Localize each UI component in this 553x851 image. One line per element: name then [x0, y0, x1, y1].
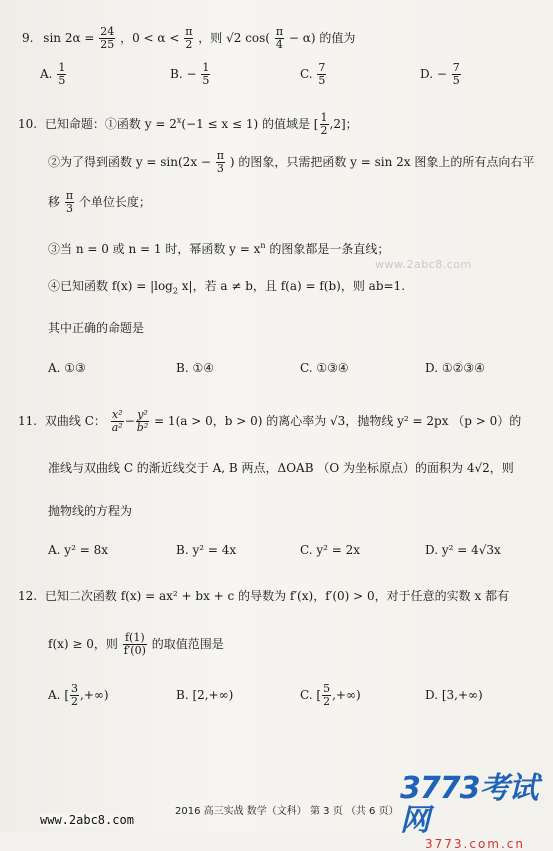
q10-line-2: ②为了得到函数 y = sin(2x − $\frac{\pi}{3}$ ) 的图象，只需把函数 y = sin 2x 图象上的所有点向右平: [48, 149, 535, 175]
q11-option-c: C. y² = 2x: [300, 543, 361, 557]
q10-line-3: 移 $\frac{\pi}{3}$ 个单位长度；: [48, 189, 151, 215]
q12-option-d: D. [3,+∞): [425, 688, 483, 702]
q10-line-4: ③当 n = 0 或 n = 1 时，幂函数 $y = x^n$ 的图象都是一条直线；: [48, 241, 390, 256]
q11-line-2: 准线与双曲线 C 的渐近线交于 A, B 两点，ΔOAB （O 为坐标原点）的面积为 4√2，则: [48, 461, 514, 475]
q12-option-a: A. [ $\frac{3}{2}$ ,+∞): [48, 682, 109, 708]
q9-option-a: A. $\frac{1}{5}$: [40, 61, 66, 87]
q11-option-d: D. y² = 4√3x: [425, 543, 501, 557]
q9-option-c: C. $\frac{7}{5}$: [300, 61, 326, 87]
q9-option-b: B. − $\frac{1}{5}$: [170, 61, 210, 87]
site-logo: [400, 771, 550, 851]
q11-option-b: B. y² = 4x: [176, 543, 237, 557]
q9-stem-part: ，0 < α <: [120, 31, 180, 45]
q12-option-c: C. [ $\frac{5}{2}$ ,+∞): [300, 682, 361, 708]
q10-line-5: ④已知函数 $f(x) = |\log_2$ x|，若 a ≠ b，且 f(a) = f(b)，则 ab=1.: [48, 279, 406, 296]
q12-number: 12.: [18, 589, 38, 603]
q9-fraction: $\frac{\pi}{4}$: [275, 25, 284, 51]
q10-option-d: D. ①②③④: [425, 361, 485, 375]
q9-fraction: $\frac{\pi}{2}$: [185, 25, 193, 51]
q9-number: 9.: [22, 31, 34, 45]
q10-number: 10.: [18, 117, 38, 131]
q10-line-1: 10. 已知命题：①函数 $y = 2^x(-1 \le x \le 1)$ 的值域是 [ $\frac{1}{2}$ ,2]；: [18, 111, 358, 137]
q12-line-1: 12. 已知二次函数 f(x) = ax² + bx + c 的导数为 f′(x)，f′(0) > 0，对于任意的实数 x 都有: [18, 589, 510, 603]
q11-line-3: 抛物线的方程为: [48, 504, 133, 518]
q10-line-6: 其中正确的命题是: [48, 321, 145, 335]
q9-stem: [22, 26, 355, 51]
logo-sub-text: 3773.com.cn: [425, 837, 525, 851]
logo-main-text: 3773考试网: [400, 771, 538, 838]
page-footer: 2016 高三实战 数学（文科） 第 3 页 （共 6 页）: [175, 806, 399, 817]
q10-option-b: B. ①④: [176, 361, 214, 375]
q9-fraction: $\frac{24}{25}$: [100, 25, 115, 51]
q12-option-b: B. [2,+∞): [176, 688, 234, 702]
q9-option-d: D. − $\frac{7}{5}$: [420, 61, 460, 87]
q9-stem-part: sin 2α =: [43, 31, 95, 45]
q9-stem-part: − α) 的值为: [288, 31, 356, 45]
q10-option-a: A. ①③: [48, 361, 86, 375]
q10-option-c: C. ①③④: [300, 361, 349, 375]
footer-watermark: www.2abc8.com: [40, 813, 134, 827]
watermark-text: www.2abc8.com: [375, 258, 472, 271]
q11-line-1: 11. 双曲线 C： $\frac{\text{x²}}{\text{a²}}$ − $\frac{\text{y²}}{\text{b²}}$ = 1(a > 0，b > 0) 的离心率为 √3，抛物线 y² = 2px （p > 0）的: [18, 408, 522, 434]
q11-option-a: A. y² = 8x: [48, 543, 108, 557]
q12-line-2: f(x) ≥ 0，则 $\frac{f(1)}{f'(0)}$ 的取值范围是: [48, 631, 224, 657]
q11-number: 11.: [18, 414, 38, 428]
q9-stem-part: ，则 √2 cos(: [198, 31, 270, 45]
